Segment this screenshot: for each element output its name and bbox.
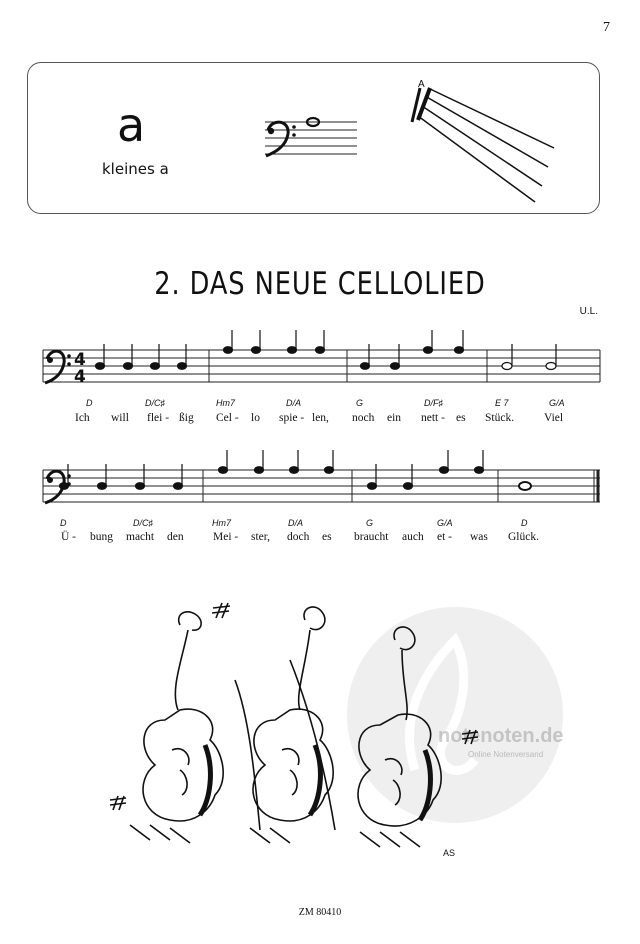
lyric-syllable: Ü - [61, 531, 77, 543]
lyric-syllable: ein [387, 412, 402, 424]
chord: G/A [549, 398, 565, 408]
cellos-illustration [110, 600, 490, 860]
catalog-code: ZM 80410 [298, 907, 342, 918]
lyric-syllable: Cel - [216, 412, 239, 424]
watermark-subtext: Online Notenversand [468, 750, 544, 759]
chord: D/A [286, 398, 302, 408]
lyric-syllable: macht [126, 531, 155, 543]
lyric-syllable: doch [287, 531, 310, 543]
lyric-syllable: auch [402, 531, 424, 543]
note-box-graphics [0, 0, 640, 240]
page-number: 7 [603, 20, 610, 35]
string-diagram [412, 88, 554, 202]
watermark-text: notenoten.de [438, 725, 564, 747]
lyric-syllable: bung [90, 531, 113, 543]
note-caption: kleines a [102, 160, 169, 178]
chord: D/C♯ [145, 398, 165, 408]
lyric-syllable: Glück. [508, 531, 539, 543]
string-label: A [418, 79, 425, 90]
lyric-syllable: Viel [544, 412, 564, 424]
lyric-syllable: braucht [354, 531, 389, 543]
staff-line-2 [0, 450, 640, 520]
chord: G/A [437, 518, 453, 528]
lyric-syllable: et - [437, 531, 453, 543]
chord: D/A [288, 518, 304, 528]
lyric-syllable: den [167, 531, 184, 543]
illustrator-signature: AS [443, 848, 456, 858]
chord: E 7 [495, 398, 509, 408]
lyric-syllable: spie - [279, 412, 305, 424]
chord: Hm7 [216, 398, 236, 408]
time-signature-bottom: 4 [74, 367, 86, 387]
chord: D [521, 518, 528, 528]
lyric-syllable: Stück. [485, 412, 515, 424]
lyric-syllable: was [470, 531, 488, 543]
lyric-syllable: es [322, 531, 332, 543]
chord: D/F♯ [424, 398, 443, 408]
chord: D [60, 518, 67, 528]
lyric-syllable: Ich [75, 412, 90, 424]
time-signature-top: 4 [74, 350, 86, 370]
lyric-syllable: len, [312, 412, 329, 424]
lyric-syllable: Mei - [213, 531, 239, 543]
chord: D/C♯ [133, 518, 153, 528]
note-letter: a [117, 98, 146, 152]
chord: G [356, 398, 364, 408]
bass-clef-icon [45, 351, 71, 383]
lyric-syllable: lo [251, 412, 260, 424]
lyric-syllable: ßig [179, 412, 194, 424]
chord: Hm7 [212, 518, 232, 528]
composer: U.L. [579, 306, 598, 317]
lyric-syllable: flei - [147, 412, 170, 424]
lyric-syllable: ster, [251, 531, 271, 543]
bass-clef-icon [266, 122, 296, 156]
chord: G [366, 518, 374, 528]
staff-line-1 [0, 330, 640, 400]
lyric-syllable: nett - [421, 412, 445, 424]
lyric-syllable: noch [352, 412, 375, 424]
lyric-syllable: will [111, 412, 129, 424]
chord: D [86, 398, 93, 408]
lyric-syllable: es [456, 412, 466, 424]
song-title: 2. DAS NEUE CELLOLIED [154, 266, 486, 302]
